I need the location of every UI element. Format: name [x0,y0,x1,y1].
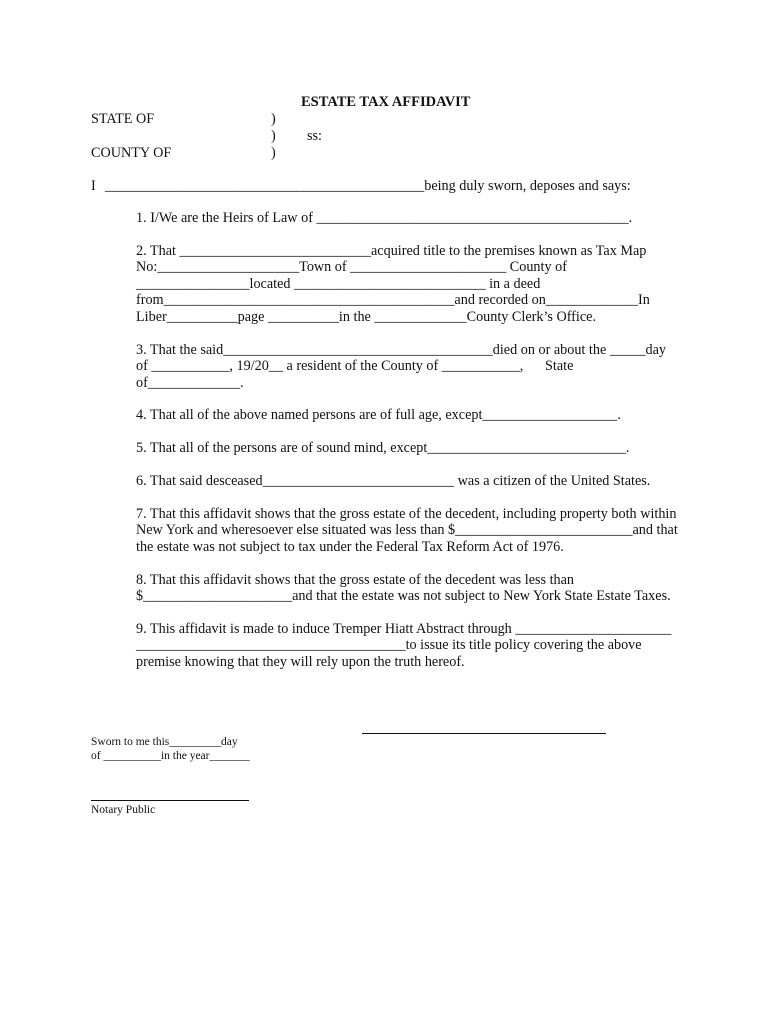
document-title: ESTATE TAX AFFIDAVIT [301,94,471,110]
venue-paren-1: ) [271,111,276,127]
paragraph-2-line-1: 2. That ___________________________acquired title to the premises known as Tax Map [136,243,647,259]
paragraph-5: 5. That all of the persons are of sound mind, except____________________________. [136,440,630,456]
intro-sworn-line: _____________________________________________being duly sworn, deposes and says: [105,178,631,194]
paragraph-9-line-2: ______________________________________to issue its title policy covering the above [136,637,642,653]
state-of-label: STATE OF [91,111,155,127]
notary-signature-line[interactable] [91,800,249,801]
jurat-line-2: of __________in the year_______ [91,750,250,762]
deponent-signature-line[interactable] [362,733,606,734]
jurat-line-1: Sworn to me this_________day [91,736,238,748]
paragraph-1: 1. I/We are the Heirs of Law of ____________________________________________. [136,210,633,226]
paragraph-9-line-3: premise knowing that they will rely upon the truth hereof. [136,654,465,670]
paragraph-2-line-4: from_________________________________________and recorded on_____________In [136,292,650,308]
paragraph-3-line-2: of ___________, 19/20__ a resident of the County of ___________, [136,358,524,374]
paragraph-4: 4. That all of the above named persons are of full age, except___________________. [136,407,621,423]
county-of-label: COUNTY OF [91,145,172,161]
paragraph-3-line-3: of_____________. [136,375,244,391]
paragraph-2-line-2: No:____________________Town of ______________________ County of [136,259,567,275]
paragraph-3-state: State [545,358,574,374]
paragraph-3-day: _____day [610,342,666,358]
paragraph-9-line-1: 9. This affidavit is made to induce Tremper Hiatt Abstract through ______________________ [136,621,672,637]
paragraph-8-line-2: $_____________________and that the estate was not subject to New York State Estate Taxes. [136,588,671,604]
paragraph-7-line-1: 7. That this affidavit shows that the gross estate of the decedent, including property both within [136,506,677,522]
paragraph-6: 6. That said desceased___________________________ was a citizen of the United States. [136,473,651,489]
venue-paren-2: ) [271,128,276,144]
intro-prefix: I [91,178,96,194]
notary-public-label: Notary Public [91,804,156,816]
paragraph-2-line-5: Liber__________page __________in the _____________County Clerk’s Office. [136,309,596,325]
paragraph-7-line-2: New York and wheresoever else situated was less than $_________________________and that [136,522,678,538]
paragraph-8-line-1: 8. That this affidavit shows that the gross estate of the decedent was less than [136,572,575,588]
venue-paren-3: ) [271,145,276,161]
ss-label: ss: [307,128,322,144]
paragraph-7-line-3: the estate was not subject to tax under the Federal Tax Reform Act of 1976. [136,539,564,555]
paragraph-2-line-3: ________________located ___________________________ in a deed [136,276,541,292]
paragraph-3-line-1: 3. That the said______________________________________died on or about the [136,342,607,358]
